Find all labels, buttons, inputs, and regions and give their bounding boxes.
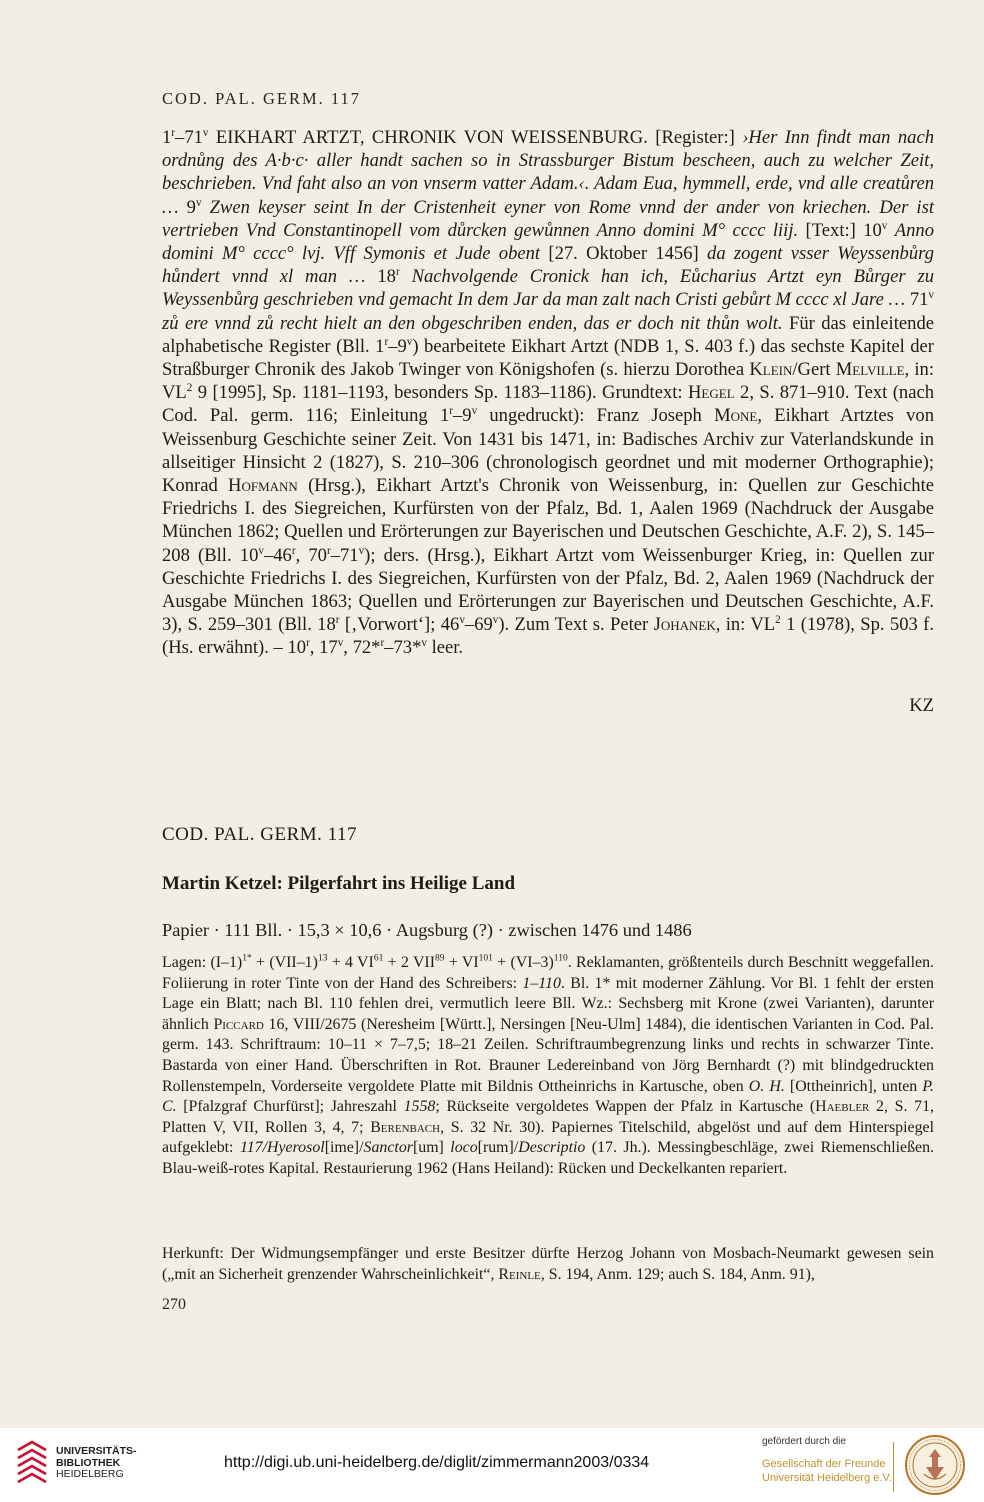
- author-signature: KZ: [909, 695, 934, 716]
- page-number: 270: [162, 1296, 186, 1313]
- sponsor-name-line: Universität Heidelberg e.V.: [762, 1472, 892, 1484]
- entry-text: 1$^r$–71$^v$ EIKHART ARTZT, CHRONIK VON WEISSENBURG. [Register:] ›Her Inn findt man nach ordnůng des A·b·c· aller handt sachen so in Strassburger Bistum bescheen, auch zu welcher Zeit, beschrieben. Vnd faht also an von vnserm vatter Adam.‹. Adam Eua, hymmell, erde, vnd alle creatůren … 9$^v$ Zwen keyser seint In der Cristenheit eyner von Rome vnnd der ander von kriechen. Der ist vertrieben Vnd Constantinopell vom důrcken gewůnnen Anno domini M° cccc liij. [Text:] 10$^v$ Anno domini M° cccc° lvj. Vff Symonis et Jude obent [27. Oktober 1456] da zogent vsser Weyssenbůrg hůndert vnnd xl man … 18$^r$ Nachvolgende Cronick han ich, Eůcharius Artzt eyn Bůrger zu Weyssenbůrg geschrieben vnd gemacht In dem Jar da man zalt nach Cristi gebůrt M cccc xl Jare … 71$^v$ zů ere vnnd zů recht hielt an den obgeschriben enden, das er doch nit thůn wolt. Für das einleitende alphabetische Register (Bll. 1$^r$–9$^v$) bearbeitete Eikhart Artzt (NDB 1, S. 403 f.) das sechste Kapitel der Straßburger Chronik des Jakob Twinger von Königshofen (s. hierzu Dorothea Klein/Gert Melville, in: $VL^2$ 9 [1995], Sp. 1181–1193, besonders Sp. 1183–1186). Grundtext: Hegel 2, S. 871–910. Text (nach Cod. Pal. germ. 116; Einleitung 1$^r$–9$^v$ ungedruckt): Franz Joseph Mone, Eikhart Artztes von Weissenburg Geschichte seiner Zeit. Von 1431 bis 1471, in: Badisches Archiv zur Vaterlandskunde in allseitiger Hinsicht 2 (1827), S. 210–306 (chronologisch geordnet und mit moderner Orthographie); Konrad Hofmann (Hrsg.), Eikhart Artzt's Chronik von Weissenburg, in: Quellen zur Geschichte Friedrichs I. des Siegreichen, Kurfürsten von der Pfalz, Bd. 1, Aalen 1969 (Nachdruck der Ausgabe München 1862; Quellen und Erörterungen zur Bayerischen und Deutschen Geschichte, A.F. 2), S. 145–208 (Bll. 10$^v$–46$^r$, 70$^r$–71$^v$); ders. (Hrsg.), Eikhart Artzt vom Weissenburger Krieg, in: Quellen zur Geschichte Friedrichs I. des Siegreichen, Kurfürsten von der Pfalz, Bd. 2, Aalen 1969 (Nachdruck der Ausgabe München 1863; Quellen und Erörterungen zur Bayerischen und Deutschen Geschichte, A.F. 3), S. 259–301 (Bll. 18$^r$ [‚Vorwort‘]; 46$^v$–69$^v$). Zum Text s. Peter Johanek, in: $VL^2$ 1 (1978), Sp. 503 f. (Hs. erwähnt). – 10$^r$, 17$^v$, 72*$^r$–73*$^v$ leer.: [162, 126, 935, 659]
- entry-heading: COD. PAL. GERM. 117: [162, 824, 357, 845]
- library-name[interactable]: [56, 1446, 137, 1481]
- ub-heidelberg-logo-icon[interactable]: [14, 1440, 50, 1488]
- provenance-paragraph: [162, 1244, 934, 1285]
- physical-description: Papier · 111 Bll. · 15,3 × 10,6 · Augsburg (?) · zwischen 1476 und 1486: [162, 920, 692, 940]
- codicology-paragraph: [162, 953, 934, 1180]
- viewer-footer: [0, 1428, 984, 1502]
- running-head: COD. PAL. GERM. 117: [162, 89, 362, 108]
- sponsor-link[interactable]: [762, 1457, 892, 1485]
- footer-divider: [893, 1442, 894, 1492]
- permalink-url[interactable]: http://digi.ub.uni-heidelberg.de/diglit/zimmermann2003/0334: [224, 1454, 650, 1471]
- university-seal-icon[interactable]: [904, 1434, 966, 1496]
- library-name-line: BIBLIOTHEK: [56, 1456, 121, 1469]
- library-name-line: UNIVERSITÄTS-: [56, 1445, 137, 1457]
- entry-title: Martin Ketzel: Pilgerfahrt ins Heilige Land: [162, 873, 516, 894]
- entry-eikhart-artzt: [162, 126, 934, 660]
- provenance-text: Herkunft: Der Widmungsempfänger und erste Besitzer dürfte Herzog Johann von Mosbach-Neumarkt gewesen sein („mit an Sicherheit grenzender Wahrscheinlichkeit“, Reinle, S. 194, Anm. 129; auch S. 184, Anm. 91),: [162, 1245, 934, 1283]
- sponsor-label: gefördert durch die: [762, 1436, 846, 1447]
- codicology-text: Lagen: $(I-1)^{1*} + (VII-1)^{13} + 4$ $VI^{61} + 2$ $VII^{89} + VI^{101} + (VI-3)^{110}$. Reklamanten, größtenteils durch Beschnitt weggefallen. Foliierung in roter Tinte von der Hand des Schreibers: 1–110. Bl. 1* mit moderner Zählung. Vor Bl. 1 fehlt der ersten Lage ein Blatt; nach Bl. 110 fehlen drei, vermutlich leere Bll. Wz.: Sechsberg mit Krone (zwei Varianten), darunter ähnlich Piccard 16, VIII/2675 (Neresheim [Württ.], Nersingen [Neu-Ulm] 1484), die identischen Varianten in Cod. Pal. germ. 143. Schriftraum: 10–11 × 7–7,5; 18–21 Zeilen. Schriftraumbegrenzung links und rechts in schwarzer Tinte. Bastarda von einer Hand. Überschriften in Rot. Brauner Ledereinband von Jörg Bernhardt (?) mit blindgedruckten Rollenstempeln, Vorderseite vergoldete Platte mit Bildnis Ottheinrichs in Kartusche, oben O. H. [Ottheinrich], unten P. C. [Pfalzgraf Churfürst]; Jahreszahl 1558; Rückseite vergoldetes Wappen der Pfalz in Kartusche (Haebler 2, S. 71, Platten V, VII, Rollen 3, 4, 7; Berenbach, S. 32 Nr. 30). Papiernes Titelschild, abgelöst und auf dem Hinterspiegel aufgeklebt: 117/Hyerosol[ime]/Sanctor[um] loco[rum]/Descriptio (17. Jh.). Messingbeschläge, zwei Riemenschließen. Blau-weiß-rotes Kapital. Restaurierung 1962 (Hans Heiland): Rücken und Deckelkanten repariert.: [162, 952, 935, 1177]
- sponsor-name-line: Gesellschaft der Freunde: [762, 1458, 886, 1470]
- library-name-line: HEIDELBERG: [56, 1468, 124, 1480]
